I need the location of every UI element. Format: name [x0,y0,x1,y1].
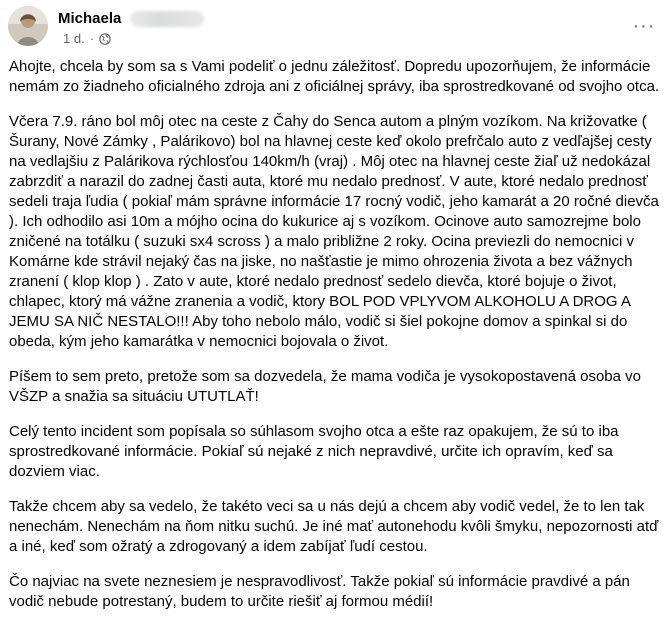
globe-icon[interactable] [99,33,111,45]
post-text [9,57,665,627]
more-options-icon[interactable]: ··· [632,14,656,37]
post-paragraph: Čo najviac na svete neznesiem je nespravodlivosť. Takže pokiaľ sú informácie pravdivé a pán vodič nebude potrestaný, budem to určite riešiť aj formou médií! [9,573,630,610]
post-paragraph: Píšem to sem preto, pretože som sa dozvedela, že mama vodiča je vysokopostavená osoba vo VŠZP a snažia sa situáciu UTUTLAŤ! [9,368,641,405]
post-meta [63,31,111,46]
post-header [8,6,662,50]
post-time[interactable]: 1 d. [63,31,85,46]
post-paragraph: Celý tento incident som popísala so súhlasom svojho otca a ešte raz opakujem, že sú to iba sprostredkované informácie. Pokiaľ sú nejaké z nich nepravdivé, určite ich opravím, keď sa dozviem viac. [9,423,619,480]
meta-separator: · [89,31,95,46]
avatar-photo-icon [8,6,48,46]
post-paragraph: Ahojte, chcela by som sa s Vami podeliť o jednu záležitosť. Dopredu upozorňujem, že informácie nemám zo žiadneho oficialného zdroja ani z oficiálnej správy, iba sprostredkované od svojho otca. [9,58,660,95]
post-paragraph: Takže chcem aby sa vedelo, že takéto veci sa u nás dejú a chcem aby vodič vedel, že to len tak nenechám. Nenechám na ňom nitku suchú. Je iné mať autonehodu kvôli šmyku, nepozornosti atď a iné, keď som ožratý a zdrogovaný a idem zabíjať ľudí cestou. [9,498,659,555]
post-paragraph: Včera 7.9. ráno bol môj otec na ceste z Čahy do Senca autom a plným vozíkom. Na križovatke ( Šurany, Nové Zámky , Palárikovo) bol na hlavnej ceste keď okolo prefrčalo auto z vedľajšej cesty na vedlajšiu z Palárikova rýchlosťou 140km/h (vraj) . Môj otec na hlavnej ceste žiaľ už nedokázal zabrzdiť a narazil do zadnej časti auta, ktoré mu nedalo prednosť. V aute, ktoré nedalo prednosť sedeli traja ľudia ( pokiaľ mám správne informácie 17 rocný vodič, jeho kamarát a 20 ročné dievča ). Ich odhodilo asi 10m a mójho ocina do kukurice aj s vozíkom. Ocinove auto samozrejme bolo zničené na totálku ( suzuki sx4 scross ) a malo približne 2 roky. Ocina previezli do nemocnici v Komárne kde strávil nejaký čas na jiske, no našťastie je mimo ohrozenia života a bez vážnych zranení ( klop klop ) . Zato v aute, ktoré nedalo prednosť sedelo dievča, ktoré bojuje o život, chlapec, ktorý má vážne zranenia a vodič, ktory BOL POD VPLYVOM ALKOHOLU A DROG A JEMU SA NIČ NESTALO!!! Aby toho nebolo málo, vodič si šiel pokojne domov a spinkal si do obeda, kým jeho kamarátka v nemocnici bojovala o život. [9,113,659,350]
redacted-surname [130,11,204,27]
author-avatar[interactable] [8,6,48,46]
author-name[interactable]: Michaela [58,10,122,27]
